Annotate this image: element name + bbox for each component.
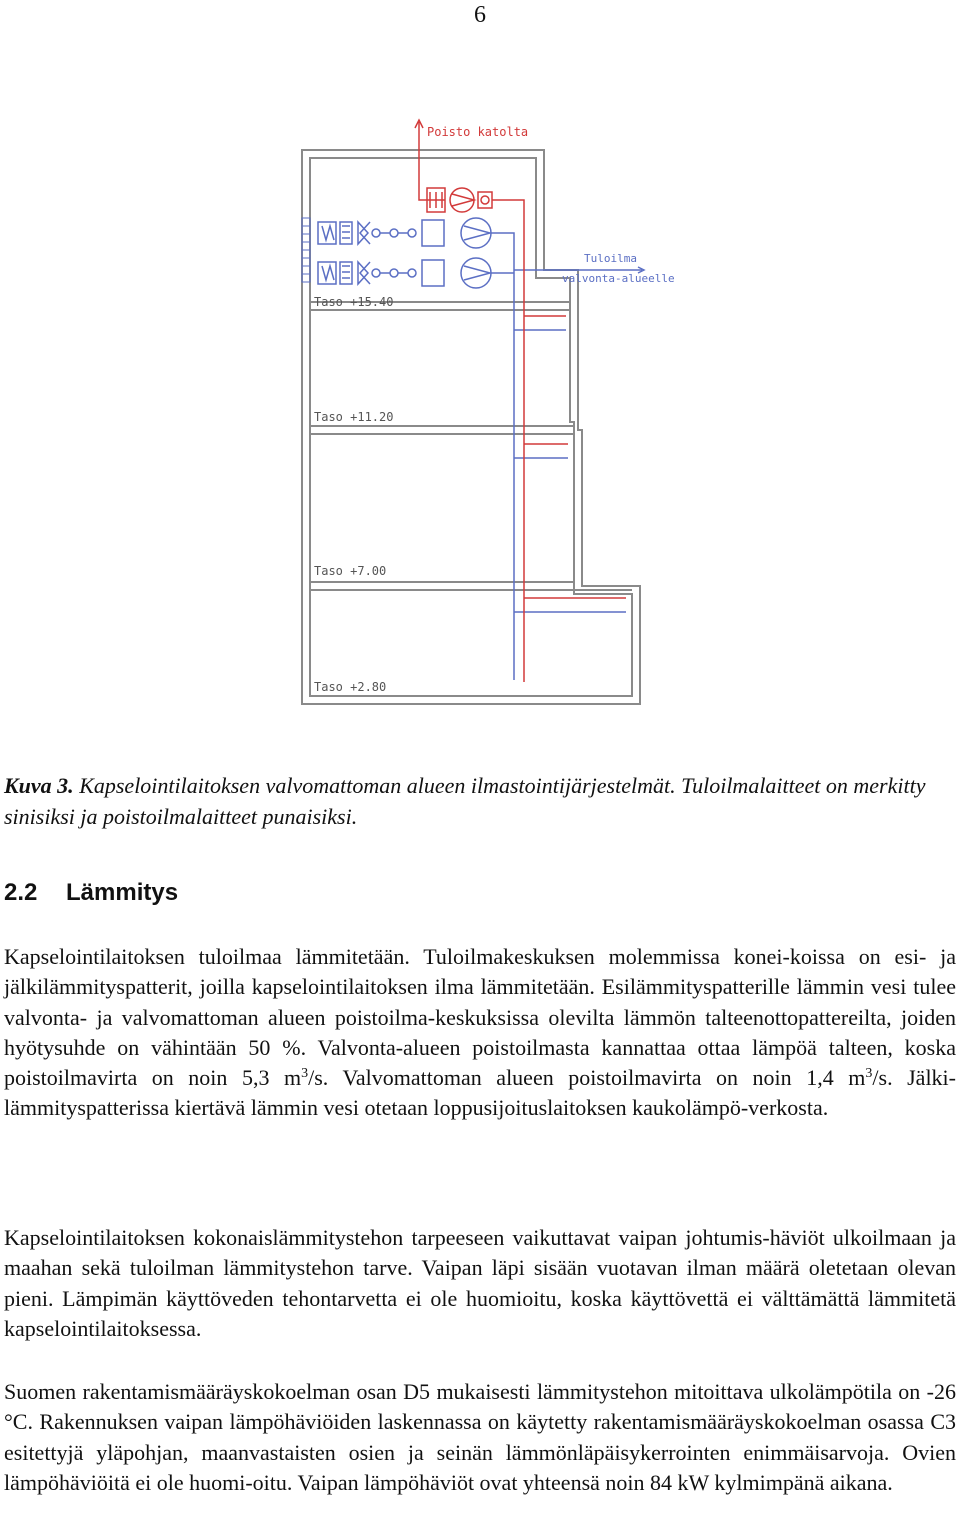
supply-label-2: valvonta-alueelle bbox=[562, 272, 675, 285]
paragraph-1-part-b: /s. Valvomattoman alueen poistoilmavirta on noin 1,4 m bbox=[308, 1065, 866, 1091]
paragraph-1-part-a: Kapselointilaitoksen tuloilmaa lämmitetään. Tuloilmakeskuksen molemmissa konei-koissa on esi- ja jälkilämmityspatterit, joilla kapselointilaitoksen ilma lämmitetään. Esilämmityspatterille lämmin vesi tulee valvonta- ja valvomattoman alueen poistoilma-keskuksissa olevilta lämmön talteenottopattereilta, joiden hyötysuhde on vähintään 50 %. Valvonta-alueen poistoilmasta kannattaa ottaa lämpöä talteen, koska poistoilmavirta on noin 5,3 m bbox=[4, 944, 956, 1091]
page-number: 6 bbox=[474, 2, 486, 28]
superscript-2: 3 bbox=[865, 1066, 873, 1082]
caption-label: Kuva 3. bbox=[4, 773, 74, 798]
section-number: 2.2 bbox=[4, 879, 38, 906]
ventilation-diagram-svg bbox=[262, 108, 702, 718]
caption-text: Kapselointilaitoksen valvomattoman alueen ilmastointijärjestelmät. Tuloilmalaitteet on merkitty sinisiksi ja poistoilmalaitteet punaisiksi. bbox=[4, 773, 926, 829]
level-label-4: Taso +2.80 bbox=[314, 680, 387, 694]
supply-label-1: Tuloilma bbox=[584, 252, 637, 265]
intake-grille bbox=[302, 218, 310, 282]
ventilation-diagram bbox=[262, 108, 702, 718]
supply-air-units bbox=[318, 218, 644, 680]
paragraph-1-part-c: /s. Jälki-lämmityspatterissa kiertävä lämmin vesi otetaan loppusijoituslaitoksen kaukolämpö-verkosta. bbox=[4, 1065, 956, 1121]
superscript-1: 3 bbox=[301, 1066, 309, 1082]
paragraph-3: Suomen rakentamismääräyskokoelman osan D5 mukaisesti lämmitystehon mitoittava ulkolämpötila on -26 °C. Rakennuksen vaipan lämpöhäviöiden laskennassa on käytetty rakentamismääräyskokoelman osassa C3 esitettyjä yläpohjan, maanvastaisten osien ja seinän lämmönläpäisykerrointen enimmäisarvoja. Ovien lämpöhäviöitä ei ole huomi-oitu. Vaipan lämpöhäviöt ovat yhteensä noin 84 kW kylmimpänä aikana. bbox=[4, 1379, 956, 1495]
level-label-1: Taso +15.40 bbox=[314, 295, 394, 309]
paragraph-1 bbox=[4, 942, 956, 1124]
figure-caption bbox=[4, 770, 956, 832]
level-label-2: Taso +11.20 bbox=[314, 410, 394, 424]
section-title: Lämmitys bbox=[66, 879, 179, 906]
exhaust-label: Poisto katolta bbox=[427, 125, 529, 139]
exhaust-air-units bbox=[415, 120, 626, 682]
section-heading bbox=[4, 879, 178, 907]
level-label-3: Taso +7.00 bbox=[314, 564, 387, 578]
paragraph-2: Kapselointilaitoksen kokonaislämmitystehon tarpeeseen vaikuttavat vaipan johtumis-häviöt ulkoilmaan ja maahan sekä tuloilman lämmitystehon tarve. Vaipan läpi sisään vuotavan ilman määrä oletetaan olevan pieni. Lämpimän käyttöveden tehontarvetta ei ole huomioitu, koska käyttövettä ei välttämättä lämmitetä kapselointilaitoksessa. bbox=[4, 1225, 956, 1341]
